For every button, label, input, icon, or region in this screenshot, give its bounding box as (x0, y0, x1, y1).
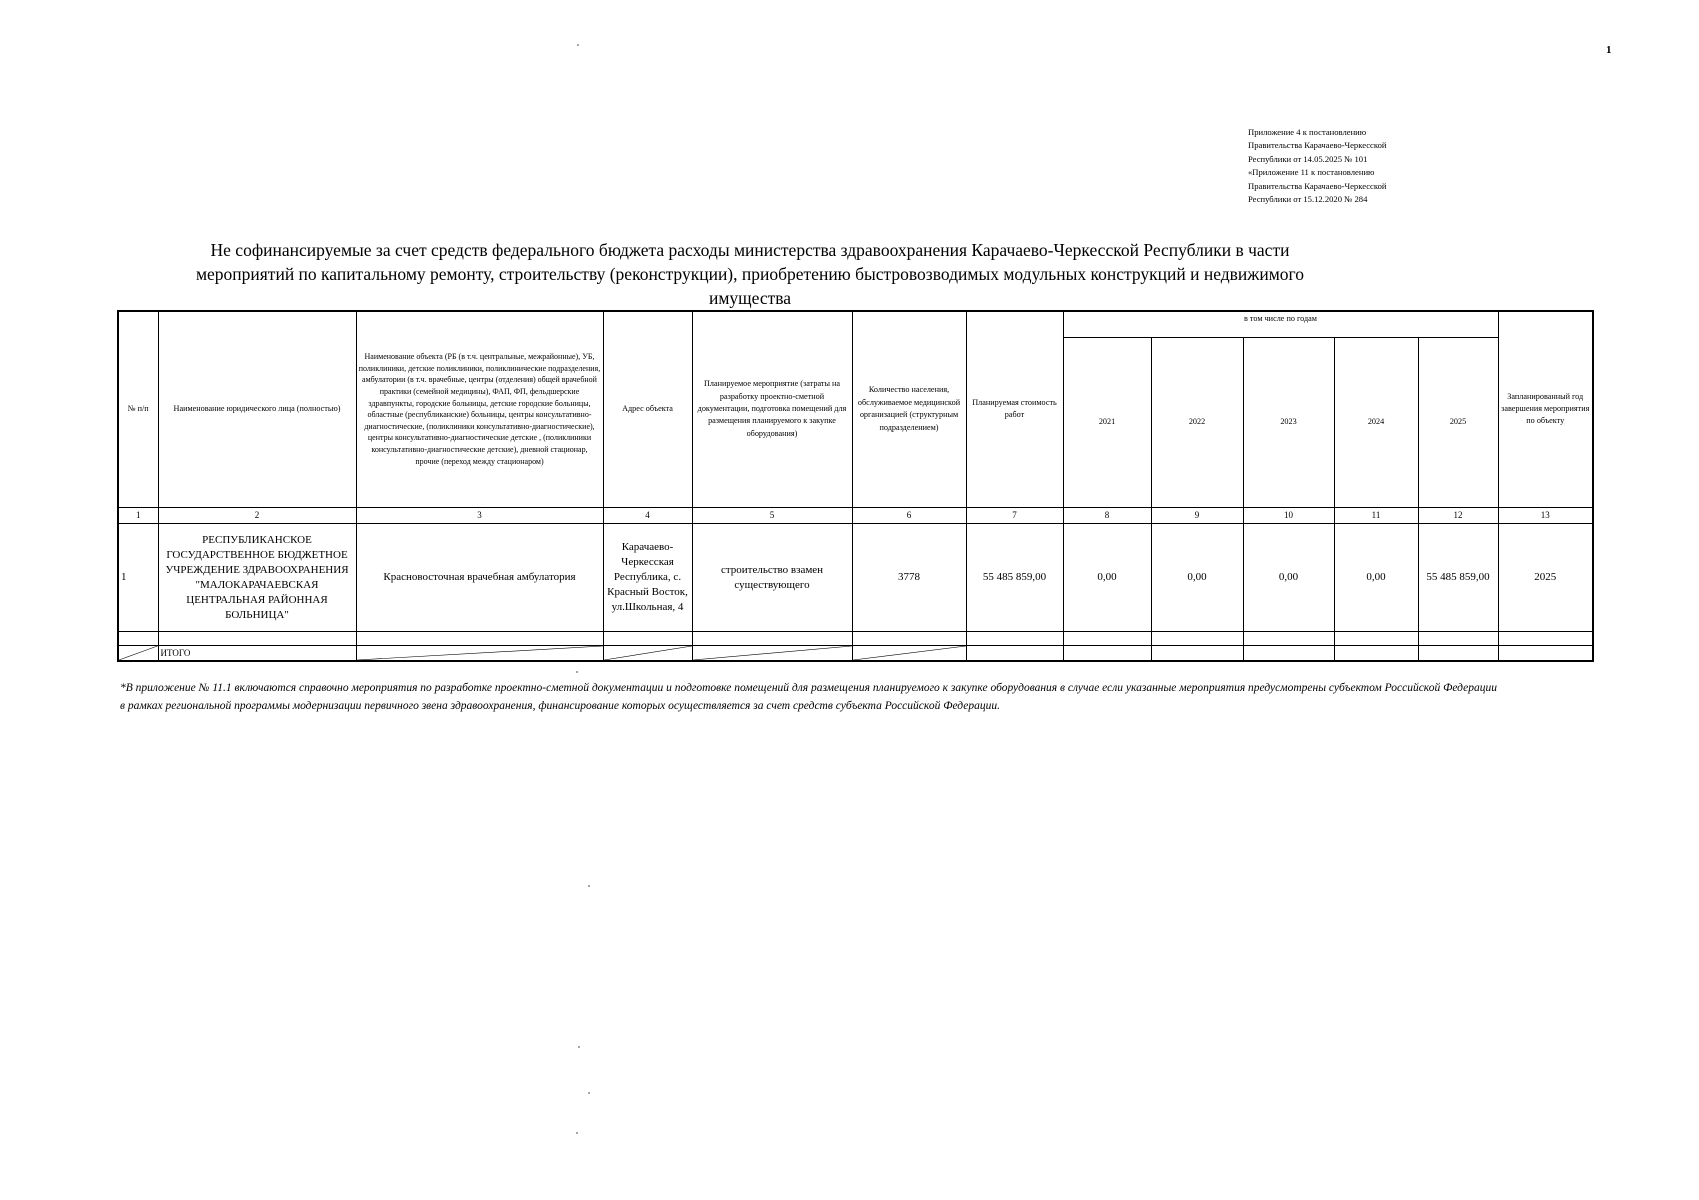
scan-speck (588, 1092, 590, 1094)
total-diagonal-cell (852, 646, 966, 662)
row-num: 1 (118, 524, 158, 632)
row-address: Карачаево-Черкесская Республика, с. Красный Восток, ул.Школьная, 4 (603, 524, 692, 632)
column-number-row (118, 507, 1593, 524)
header-address: Адрес объекта (603, 311, 692, 507)
row-planned-cost: 55 485 859,00 (966, 524, 1063, 632)
annex-line: Республики от 15.12.2020 № 284 (1248, 194, 1368, 205)
column-number: 11 (1334, 507, 1418, 524)
row-year-2023: 0,00 (1243, 524, 1334, 632)
scan-speck (588, 885, 590, 887)
document-title: Не софинансируемые за счет средств федерального бюджета расходы министерства здравоохранения Карачаево-Черкесской Республики в части мероприятий по капитальному ремонту, строительству (реконструкции), приобретению быстровозводимых модульных конструкций и недвижимого имущества (195, 240, 1305, 308)
empty-row (118, 632, 1593, 646)
header-year-2021: 2021 (1063, 337, 1151, 507)
header-planned-activity: Планируемое мероприятие (затраты на разработку проектно-сметной документации, подготовка помещений для размещения планируемого к закупке оборудования) (692, 311, 852, 507)
row-population: 3778 (852, 524, 966, 632)
total-diagonal-cell (118, 646, 158, 662)
annex-line: Правительства Карачаево-Черкесской (1248, 180, 1387, 191)
scan-speck (577, 44, 579, 46)
row-planned-activity: строительство взамен существующего (692, 524, 852, 632)
column-number: 9 (1151, 507, 1243, 524)
row-year-2022: 0,00 (1151, 524, 1243, 632)
header-planned-cost: Планируемая стоимость работ (966, 311, 1063, 507)
total-cell (1334, 646, 1418, 662)
column-number: 12 (1418, 507, 1498, 524)
row-year-2024: 0,00 (1334, 524, 1418, 632)
column-number: 10 (1243, 507, 1334, 524)
footnote: *В приложение № 11.1 включаются справочно мероприятия по разработке проектно-сметной документации и подготовке помещений для размещения планируемого к закупке оборудования в случае если указанные мероприятия предусмотрены субъектом Российской Федерации в рамках региональной программы модернизации первичного звена здравоохранения, финансирование которых осуществляется за счет средств субъекта Российской Федерации. (120, 682, 1497, 712)
annex-line: Приложение 4 к постановлению (1248, 127, 1367, 137)
header-year-2022: 2022 (1151, 337, 1243, 507)
total-cell (966, 646, 1063, 662)
annex-reference (1248, 126, 1478, 206)
header-object-name: Наименование объекта (РБ (в т.ч. центральные, межрайонные), УБ, поликлиники, детские поликлиники, поликлинические подразделения, амбулатории (в т.ч. врачебные, центры (отделения) общей врачебной практики (семейной медицины), ФАП, ФП, фельдшерские здравпункты, городские больницы, детские городские больницы, областные (республиканские) больницы, центры консультативно-диагностические, (поликлиники консультативно-диагностические), центры консультативно-диагностические детские , (поликлиники консультативно-диагностические детские), дневной стационар, прочие (переход между стационаром) (356, 311, 603, 507)
scan-speck (578, 1046, 580, 1048)
column-number: 3 (356, 507, 603, 524)
scan-speck (576, 1132, 578, 1134)
expenses-table (117, 310, 1594, 662)
table-row (118, 524, 1593, 632)
total-cell (1418, 646, 1498, 662)
column-number: 1 (118, 507, 158, 524)
header-legal-entity: Наименование юридического лица (полностью) (158, 311, 356, 507)
column-number: 2 (158, 507, 356, 524)
column-number: 6 (852, 507, 966, 524)
page-number: 1 (1606, 44, 1612, 56)
annex-line: Правительства Карачаево-Черкесской (1248, 140, 1387, 151)
header-year-2023: 2023 (1243, 337, 1334, 507)
header-completion-year: Запланированный год завершения мероприятия по объекту (1498, 311, 1593, 507)
header-num: № п/п (118, 311, 158, 507)
total-diagonal-cell (603, 646, 692, 662)
column-number: 5 (692, 507, 852, 524)
total-label: ИТОГО (158, 646, 356, 662)
total-cell (1498, 646, 1593, 662)
row-year-2025: 55 485 859,00 (1418, 524, 1498, 632)
total-diagonal-cell (692, 646, 852, 662)
column-number: 8 (1063, 507, 1151, 524)
annex-line: Республики от 14.05.2025 № 101 (1248, 153, 1368, 164)
total-cell (1243, 646, 1334, 662)
column-number: 13 (1498, 507, 1593, 524)
annex-line: «Приложение 11 к постановлению (1248, 167, 1375, 178)
scan-speck (576, 671, 578, 673)
total-cell (1063, 646, 1151, 662)
row-legal-entity: РЕСПУБЛИКАНСКОЕ ГОСУДАРСТВЕННОЕ БЮДЖЕТНОЕ УЧРЕЖДЕНИЕ ЗДРАВООХРАНЕНИЯ "МАЛОКАРАЧАЕВСКАЯ ЦЕНТРАЛЬНАЯ РАЙОННАЯ БОЛЬНИЦА" (158, 524, 356, 632)
row-object-name: Красновосточная врачебная амбулатория (356, 524, 603, 632)
header-population: Количество населения, обслуживаемое медицинской организацией (структурным подразделением) (852, 311, 966, 507)
header-year-2025: 2025 (1418, 337, 1498, 507)
row-completion-year: 2025 (1498, 524, 1593, 632)
row-year-2021: 0,00 (1063, 524, 1151, 632)
column-number: 4 (603, 507, 692, 524)
total-cell (1151, 646, 1243, 662)
total-row (118, 646, 1593, 662)
column-number: 7 (966, 507, 1063, 524)
total-diagonal-cell (356, 646, 603, 662)
header-by-years: в том числе по годам (1063, 311, 1498, 337)
header-year-2024: 2024 (1334, 337, 1418, 507)
